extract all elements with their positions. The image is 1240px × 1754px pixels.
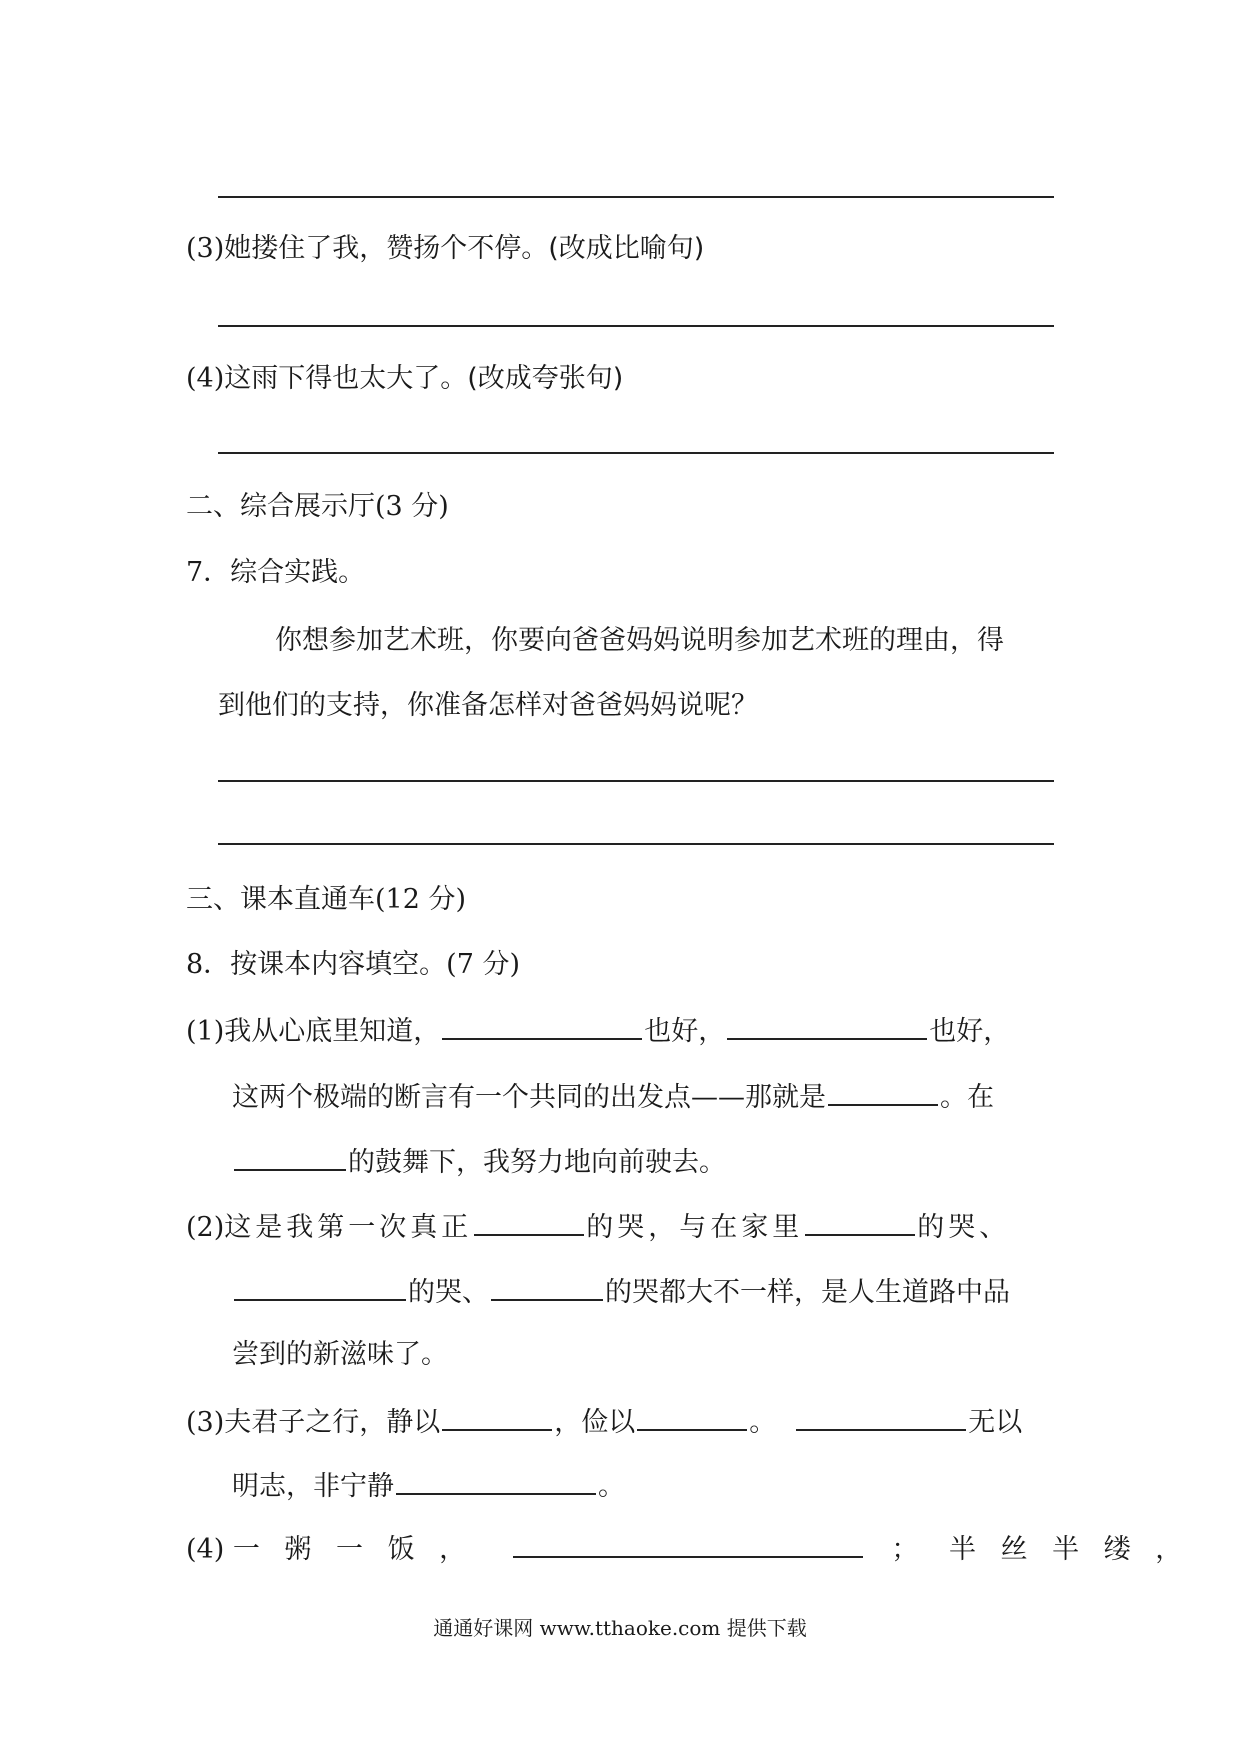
- q8-item2-line3: [232, 1338, 448, 1372]
- fill-blank[interactable]: [805, 1208, 915, 1236]
- item-number: (4): [186, 363, 225, 394]
- fill-blank[interactable]: [442, 1012, 642, 1040]
- q8-item3-line1: [186, 1403, 1022, 1440]
- fill-blank[interactable]: [442, 1403, 552, 1431]
- q8-item4-line1: [186, 1530, 1190, 1567]
- q8-item3-line2: [232, 1467, 625, 1504]
- q8-item1-line1: [186, 1012, 1010, 1049]
- item-text: 的哭都大不一样，是人生道路中品: [605, 1277, 1010, 1308]
- fill-blank[interactable]: [796, 1403, 966, 1431]
- fill-blank[interactable]: [513, 1530, 863, 1558]
- item-text: 这两个极端的断言有一个共同的出发点——那就是: [232, 1082, 826, 1113]
- item-text: 也好，: [929, 1016, 1011, 1047]
- footer-credit: 通通好课网 www.tthaoke.com 提供下载: [433, 1616, 807, 1640]
- fill-blank[interactable]: [396, 1467, 596, 1495]
- item-text: 尝到的新滋味了。: [232, 1339, 448, 1370]
- item-number: (3): [186, 1407, 225, 1438]
- question-prompt: 你想参加艺术班，你要向爸爸妈妈说明参加艺术班的理由，得: [275, 625, 1004, 656]
- item-text: 的哭、: [917, 1212, 1011, 1243]
- item-text: 无以: [968, 1407, 1023, 1438]
- item-text: 的鼓舞下，我努力地向前驶去。: [348, 1147, 726, 1178]
- fill-blank[interactable]: [828, 1078, 938, 1106]
- answer-line[interactable]: [218, 196, 1054, 198]
- question-prompt: 到他们的支持，你准备怎样对爸爸妈妈说呢？: [218, 690, 758, 721]
- item-text: 。在: [940, 1082, 994, 1113]
- item-number: (4): [186, 1534, 225, 1565]
- item-text: 也好，: [644, 1016, 726, 1047]
- item-number: (2): [186, 1212, 225, 1243]
- fill-blank[interactable]: [234, 1273, 406, 1301]
- item-text: 这雨下得也太大了。: [224, 363, 468, 394]
- fill-blank[interactable]: [234, 1143, 346, 1171]
- item-text: 一 粥 一 饭 ，: [232, 1534, 475, 1565]
- item-text: 半 丝 半 缕 ，: [948, 1534, 1191, 1565]
- fill-blank[interactable]: [491, 1273, 603, 1301]
- fill-blank[interactable]: [637, 1403, 747, 1431]
- question-title: 8．按课本内容填空。(7 分): [186, 949, 521, 980]
- q6-item3: [186, 232, 704, 266]
- item-instruction: (改成比喻句): [548, 233, 705, 264]
- fill-blank[interactable]: [727, 1012, 927, 1040]
- q8-item2-line1: [186, 1208, 1010, 1245]
- q6-item4: [186, 362, 623, 396]
- item-text: ，俭以: [554, 1407, 636, 1438]
- answer-line[interactable]: [218, 452, 1054, 454]
- item-number: (3): [186, 233, 225, 264]
- item-text: 她搂住了我，赞扬个不停。: [224, 233, 549, 264]
- answer-line[interactable]: [218, 325, 1054, 327]
- item-text: 。: [598, 1471, 625, 1502]
- q8-item1-line3: [232, 1143, 726, 1180]
- item-text: 夫君子之行，静以: [224, 1407, 441, 1438]
- fill-blank[interactable]: [474, 1208, 584, 1236]
- item-text: ；: [891, 1534, 919, 1565]
- q8-item1-line2: [232, 1078, 994, 1115]
- item-text: 。: [749, 1407, 777, 1438]
- item-text: 明志，非宁静: [232, 1471, 394, 1502]
- answer-line[interactable]: [218, 780, 1054, 782]
- answer-line[interactable]: [218, 843, 1054, 845]
- item-instruction: (改成夸张句): [467, 363, 624, 394]
- item-text: 的哭、: [408, 1277, 489, 1308]
- section-heading: 二、综合展示厅(3 分): [186, 491, 449, 522]
- section-heading: 三、课本直通车(12 分): [186, 884, 467, 915]
- q8-item2-line2: [232, 1273, 1010, 1310]
- item-number: (1): [186, 1016, 225, 1047]
- item-text: 我从心底里知道，: [224, 1016, 441, 1047]
- question-title: 7．综合实践。: [186, 557, 366, 588]
- item-text: 的哭，与在家里: [586, 1212, 804, 1243]
- item-text: 这是我第一次真正: [224, 1212, 473, 1243]
